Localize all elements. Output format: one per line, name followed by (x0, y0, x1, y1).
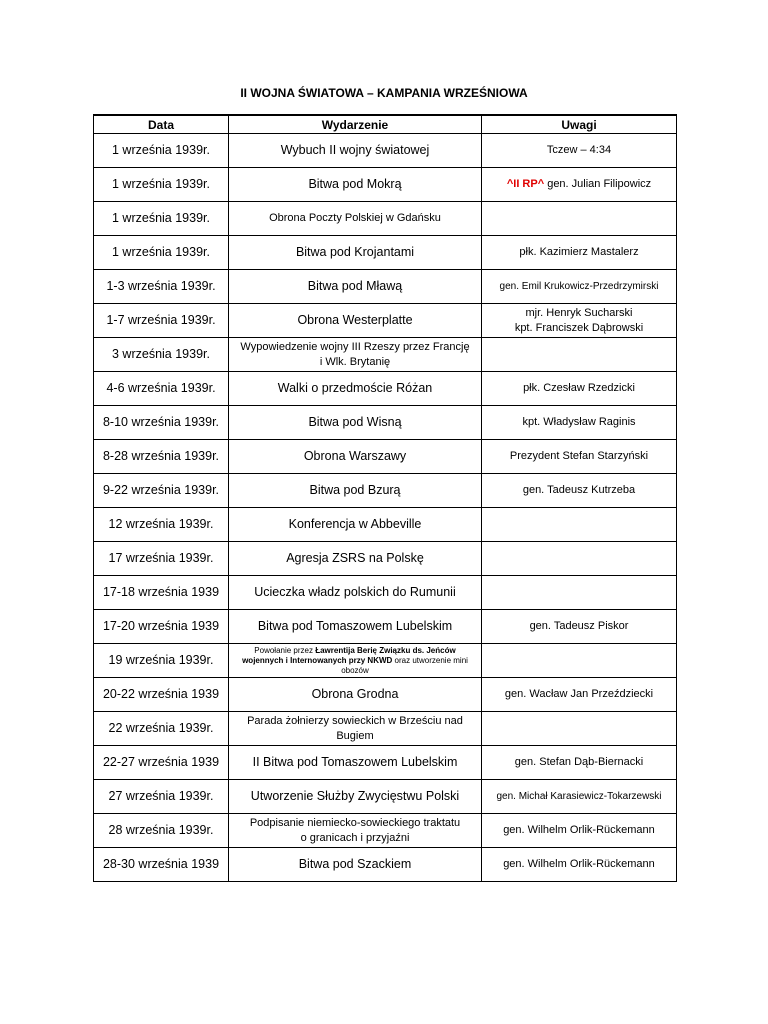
event-cell: Bitwa pod Wisną (229, 406, 482, 440)
date-cell: 27 września 1939r. (94, 780, 229, 814)
notes-text: gen. Julian Filipowicz (544, 178, 652, 190)
table-row (94, 610, 677, 644)
notes-cell: gen. Tadeusz Kutrzeba (482, 474, 677, 508)
table-row (94, 372, 677, 406)
notes-cell (482, 202, 677, 236)
event-text-bold: Ławrentija Berię Związku ds. Jeńców wojennych i Internowanych przy NKWD (242, 645, 456, 665)
date-cell: 8-28 września 1939r. (94, 440, 229, 474)
date-cell: 1 września 1939r. (94, 168, 229, 202)
table-row (94, 576, 677, 610)
table-header-row (94, 115, 677, 134)
event-cell: Bitwa pod Szackiem (229, 848, 482, 882)
notes-cell (482, 576, 677, 610)
header-event: Wydarzenie (229, 115, 482, 134)
event-cell: Bitwa pod Mokrą (229, 168, 482, 202)
notes-cell (482, 712, 677, 746)
event-cell: Obrona Warszawy (229, 440, 482, 474)
date-cell: 17-20 września 1939 (94, 610, 229, 644)
event-cell (229, 712, 482, 746)
date-cell: 22-27 września 1939 (94, 746, 229, 780)
table-row (94, 440, 677, 474)
event-line: i Wlk. Brytanię (319, 355, 391, 368)
event-cell: Ucieczka władz polskich do Rumunii (229, 576, 482, 610)
notes-line: kpt. Franciszek Dąbrowski (514, 321, 644, 334)
notes-line: mjr. Henryk Sucharski (525, 306, 633, 319)
event-line: o granicach i przyjaźni (300, 831, 410, 844)
notes-cell (482, 168, 677, 202)
table-row (94, 814, 677, 848)
date-cell: 1 września 1939r. (94, 236, 229, 270)
notes-cell: płk. Kazimierz Mastalerz (482, 236, 677, 270)
notes-cell: Tczew – 4:34 (482, 134, 677, 168)
table-row (94, 848, 677, 882)
event-cell: Obrona Westerplatte (229, 304, 482, 338)
table-row (94, 542, 677, 576)
date-cell: 28 września 1939r. (94, 814, 229, 848)
table-row (94, 270, 677, 304)
event-line: Podpisanie niemiecko-sowieckiego traktatu (249, 816, 461, 829)
date-cell: 19 września 1939r. (94, 644, 229, 678)
date-cell: 17 września 1939r. (94, 542, 229, 576)
notes-cell (482, 304, 677, 338)
event-cell: Utworzenie Służby Zwycięstwu Polski (229, 780, 482, 814)
table-row (94, 780, 677, 814)
table-row (94, 474, 677, 508)
date-cell: 28-30 września 1939 (94, 848, 229, 882)
notes-cell: Prezydent Stefan Starzyński (482, 440, 677, 474)
date-cell: 12 września 1939r. (94, 508, 229, 542)
event-line: Bugiem (336, 729, 374, 742)
table-row (94, 168, 677, 202)
table-row (94, 304, 677, 338)
date-cell: 1 września 1939r. (94, 202, 229, 236)
event-cell: Konferencja w Abbeville (229, 508, 482, 542)
event-cell (229, 644, 482, 678)
table-row (94, 678, 677, 712)
notes-cell (482, 644, 677, 678)
notes-cell: gen. Stefan Dąb-Biernacki (482, 746, 677, 780)
date-cell: 1-7 września 1939r. (94, 304, 229, 338)
table-row (94, 134, 677, 168)
event-cell: Agresja ZSRS na Polskę (229, 542, 482, 576)
date-cell: 9-22 września 1939r. (94, 474, 229, 508)
event-cell: Obrona Poczty Polskiej w Gdańsku (229, 202, 482, 236)
event-cell: Bitwa pod Mławą (229, 270, 482, 304)
notes-cell: gen. Wilhelm Orlik-Rückemann (482, 848, 677, 882)
table-row (94, 202, 677, 236)
event-cell: Wybuch II wojny światowej (229, 134, 482, 168)
notes-cell (482, 542, 677, 576)
event-line: Parada żołnierzy sowieckich w Brześciu nad (247, 714, 463, 727)
header-notes: Uwagi (482, 115, 677, 134)
date-cell: 8-10 września 1939r. (94, 406, 229, 440)
campaign-table (93, 114, 677, 882)
table-row (94, 712, 677, 746)
table-row (94, 746, 677, 780)
notes-cell: kpt. Władysław Raginis (482, 406, 677, 440)
event-text: Powołanie przez (254, 645, 316, 655)
event-cell: Walki o przedmoście Różan (229, 372, 482, 406)
table-row (94, 508, 677, 542)
table-row (94, 338, 677, 372)
header-date: Data (94, 115, 229, 134)
marker-label: ^II RP^ (506, 178, 545, 190)
table-row (94, 236, 677, 270)
event-text: oraz utworzenie mini obozów (341, 655, 468, 675)
notes-cell: gen. Emil Krukowicz-Przedrzymirski (482, 270, 677, 304)
event-cell: Obrona Grodna (229, 678, 482, 712)
event-cell: Bitwa pod Tomaszowem Lubelskim (229, 610, 482, 644)
event-cell (229, 338, 482, 372)
notes-cell: gen. Tadeusz Piskor (482, 610, 677, 644)
notes-cell: gen. Michał Karasiewicz-Tokarzewski (482, 780, 677, 814)
date-cell: 4-6 września 1939r. (94, 372, 229, 406)
table-row (94, 406, 677, 440)
event-line: Wypowiedzenie wojny III Rzeszy przez Francję (240, 340, 470, 353)
date-cell: 1-3 września 1939r. (94, 270, 229, 304)
date-cell: 3 września 1939r. (94, 338, 229, 372)
notes-cell (482, 508, 677, 542)
notes-cell: gen. Wilhelm Orlik-Rückemann (482, 814, 677, 848)
notes-cell: płk. Czesław Rzedzicki (482, 372, 677, 406)
notes-cell (482, 338, 677, 372)
date-cell: 20-22 września 1939 (94, 678, 229, 712)
date-cell: 1 września 1939r. (94, 134, 229, 168)
event-cell (229, 814, 482, 848)
date-cell: 22 września 1939r. (94, 712, 229, 746)
event-cell: Bitwa pod Krojantami (229, 236, 482, 270)
date-cell: 17-18 września 1939 (94, 576, 229, 610)
event-cell: II Bitwa pod Tomaszowem Lubelskim (229, 746, 482, 780)
event-cell: Bitwa pod Bzurą (229, 474, 482, 508)
notes-cell: gen. Wacław Jan Przeździecki (482, 678, 677, 712)
table-row (94, 644, 677, 678)
document-title: II WOJNA ŚWIATOWA – KAMPANIA WRZEŚNIOWA (240, 86, 528, 100)
